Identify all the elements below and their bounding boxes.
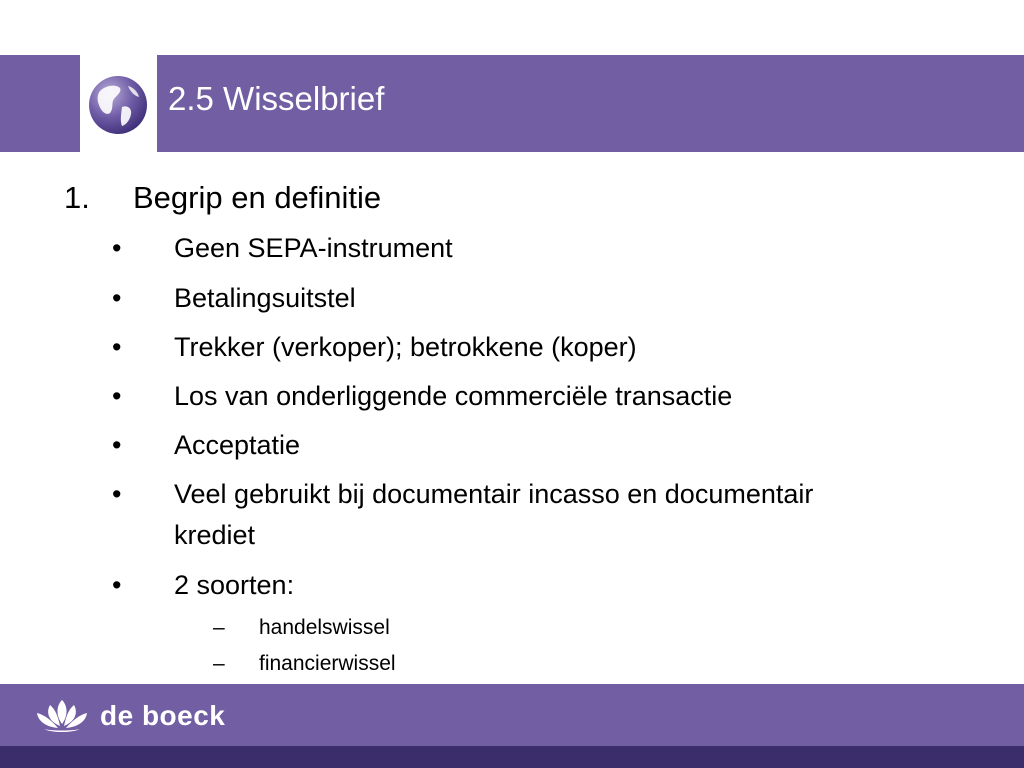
- list-item-text: Geen SEPA-instrument: [174, 233, 453, 263]
- list-item-text: 2 soorten:: [174, 570, 295, 600]
- list-item-text: Trekker (verkoper); betrokkene (koper): [174, 332, 637, 362]
- list-item-text: krediet: [174, 520, 256, 550]
- bullet-marker: •: [112, 430, 122, 460]
- globe-icon: [86, 73, 150, 137]
- list-item-text: Acceptatie: [174, 430, 301, 460]
- heading-text: Begrip en definitie: [133, 180, 382, 215]
- bullet-marker: •: [112, 479, 122, 509]
- list-item-text: Los van onderliggende commerciële transactie: [174, 381, 733, 411]
- bullet-marker: •: [112, 233, 122, 263]
- list-item-text: Veel gebruikt bij documentair incasso en documentair: [174, 479, 814, 509]
- slide-title: 2.5 Wisselbrief: [168, 80, 385, 117]
- dash-marker: –: [213, 616, 225, 639]
- bullet-marker: •: [112, 332, 122, 362]
- bullet-marker: •: [112, 283, 122, 313]
- sub-list-item-text: handelswissel: [259, 616, 390, 639]
- lotus-icon: [34, 696, 90, 736]
- sub-list-item-text: financierwissel: [259, 652, 396, 675]
- bullet-marker: •: [112, 570, 122, 600]
- list-item-continuation: [174, 520, 255, 551]
- bullet-marker: •: [112, 381, 122, 411]
- heading-row: [64, 180, 382, 216]
- heading-number: 1.: [64, 180, 90, 215]
- list-item-text: Betalingsuitstel: [174, 283, 356, 313]
- brand-name: de boeck: [100, 700, 226, 731]
- dash-marker: –: [213, 652, 225, 675]
- footer-bar: [0, 746, 1024, 768]
